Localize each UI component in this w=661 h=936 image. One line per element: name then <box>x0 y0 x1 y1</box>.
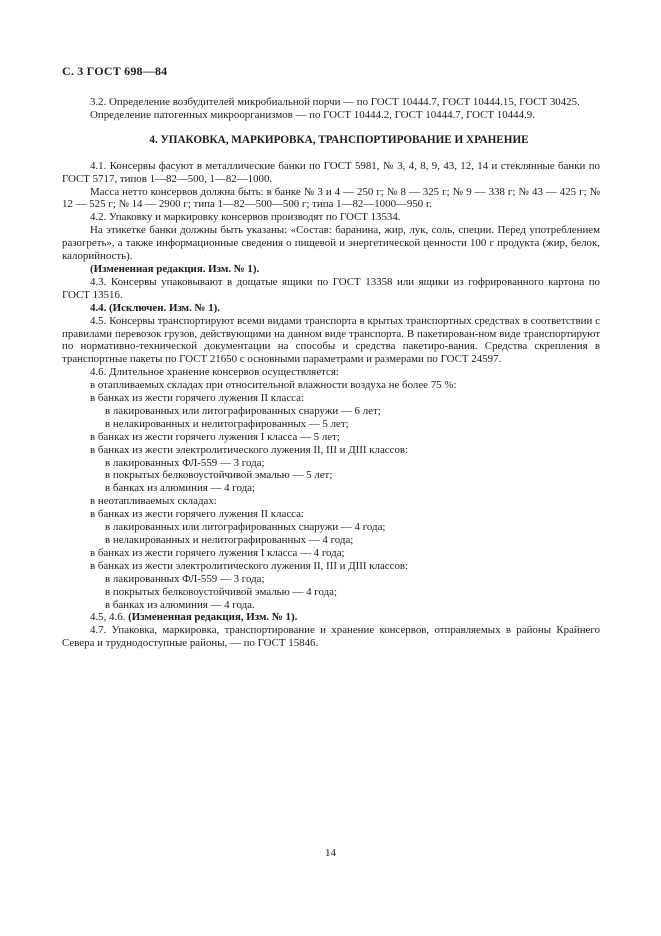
clause-4-1-mass: Масса нетто консервов должна быть: в банке № 3 и 4 — 250 г; № 8 — 325 г; № 9 — 338 г; № 43 — 425 г; № 12 — 525 г; № 14 — 2900 г; типа 1—82—500—500 г; типа 1—82—1000—950 г. <box>62 185 600 211</box>
clause-4-3: 4.3. Консервы упаковывают в дощатые ящики по ГОСТ 13358 или ящики из гофрированного картона по ГОСТ 13516. <box>62 275 600 301</box>
storage-unheated: в неотапливаемых складах: <box>90 495 217 508</box>
amendment-note: (Измененная редакция. Изм. № 1). <box>90 262 260 275</box>
clause-4-1: 4.1. Консервы фасуют в металлические банки по ГОСТ 5981, № 3, 4, 8, 9, 43, 12, 14 и стеклянные банки по ГОСТ 5717, типов 1—82—500, 1—82—1000. <box>62 159 600 185</box>
clause-numbers: 4.5, 4.6. <box>90 611 126 624</box>
clause-3-2-pathogens: Определение патогенных микроорганизмов — по ГОСТ 10444.2, ГОСТ 10444.7, ГОСТ 10444.9. <box>90 108 535 121</box>
clause-4-4: 4.4. (Исключен. Изм. № 1). <box>90 301 220 314</box>
storage-subitem: в лакированных или литографированных снаружи — 4 года; <box>105 521 386 534</box>
clause-4-6: 4.6. Длительное хранение консервов осуществляется: <box>90 366 339 379</box>
clause-4-2: 4.2. Упаковку и маркировку консервов производят по ГОСТ 13534. <box>90 211 401 224</box>
clause-3-2: 3.2. Определение возбудителей микробиальной порчи — по ГОСТ 10444.7, ГОСТ 10444.15, ГОСТ 30425. <box>90 96 580 108</box>
storage-subitem: в лакированных или литографированных снаружи — 6 лет; <box>105 404 381 417</box>
page-header: С. 3 ГОСТ 698—84 <box>62 64 168 78</box>
section-title: 4. УПАКОВКА, МАРКИРОВКА, ТРАНСПОРТИРОВАНИЕ И ХРАНЕНИЕ <box>149 133 529 146</box>
clause-4-5: 4.5. Консервы транспортируют всеми видами транспорта в крытых транспортных средствах в соответствии с правилами перевозок грузов, действующими на данном виде транспорта. В пакетирован-ном виде транспортируют по нормативно-технической документации на способы и средства пакетиро-вания. Средства скрепления в транспортные пакеты по ГОСТ 21650 с основными параметрами и размерами по ГОСТ 24597. <box>62 314 600 366</box>
amendment-note: (Измененная редакция, Изм. № 1). <box>128 611 298 624</box>
clause-4-2-label: На этикетке банки должны быть указаны: «Состав: баранина, жир, лук, соль, специи. Перед употреблением разогреть», а также информационные сведения о пищевой и энергетической ценности 100 г продукта (жир, белок, калорийность). <box>62 224 600 263</box>
storage-subitem: в нелакированных и нелитографированных — 5 лет; <box>105 417 349 430</box>
storage-item: в банках из жести горячего лужения I класса — 4 года; <box>90 546 345 559</box>
storage-subitem: в банках из алюминия — 4 года; <box>105 482 256 495</box>
clause-4-7: 4.7. Упаковка, маркировка, транспортирование и хранение консервов, отправляемых в районы Крайнего Севера и труднодоступные районы, — по ГОСТ 15846. <box>62 624 600 650</box>
storage-subitem: в банках из алюминия — 4 года. <box>105 598 255 611</box>
storage-item: в банках из жести электролитического лужения II, III и ДIII классов: <box>90 559 409 572</box>
page-number: 14 <box>325 847 336 859</box>
storage-item: в банках из жести горячего лужения II класса: <box>90 508 304 521</box>
storage-subitem: в лакированных ФЛ-559 — 3 года; <box>105 572 265 585</box>
storage-item: в банках из жести горячего лужения II класса: <box>90 392 304 405</box>
storage-subitem: в лакированных ФЛ-559 — 3 года; <box>105 456 265 469</box>
storage-subitem: в покрытых белковоустойчивой эмалью — 5 лет; <box>105 469 333 482</box>
storage-subitem: в покрытых белковоустойчивой эмалью — 4 года; <box>105 585 338 598</box>
storage-item: в банках из жести электролитического лужения II, III и ДIII классов: <box>90 443 409 456</box>
storage-item: в банках из жести горячего лужения I класса — 5 лет; <box>90 430 340 443</box>
storage-subitem: в нелакированных и нелитографированных — 4 года; <box>105 534 354 546</box>
amendment-4-5-4-6 <box>62 611 600 624</box>
storage-heated: в отапливаемых складах при относительной влажности воздуха не более 75 %: <box>90 379 457 392</box>
document-body <box>62 96 600 650</box>
